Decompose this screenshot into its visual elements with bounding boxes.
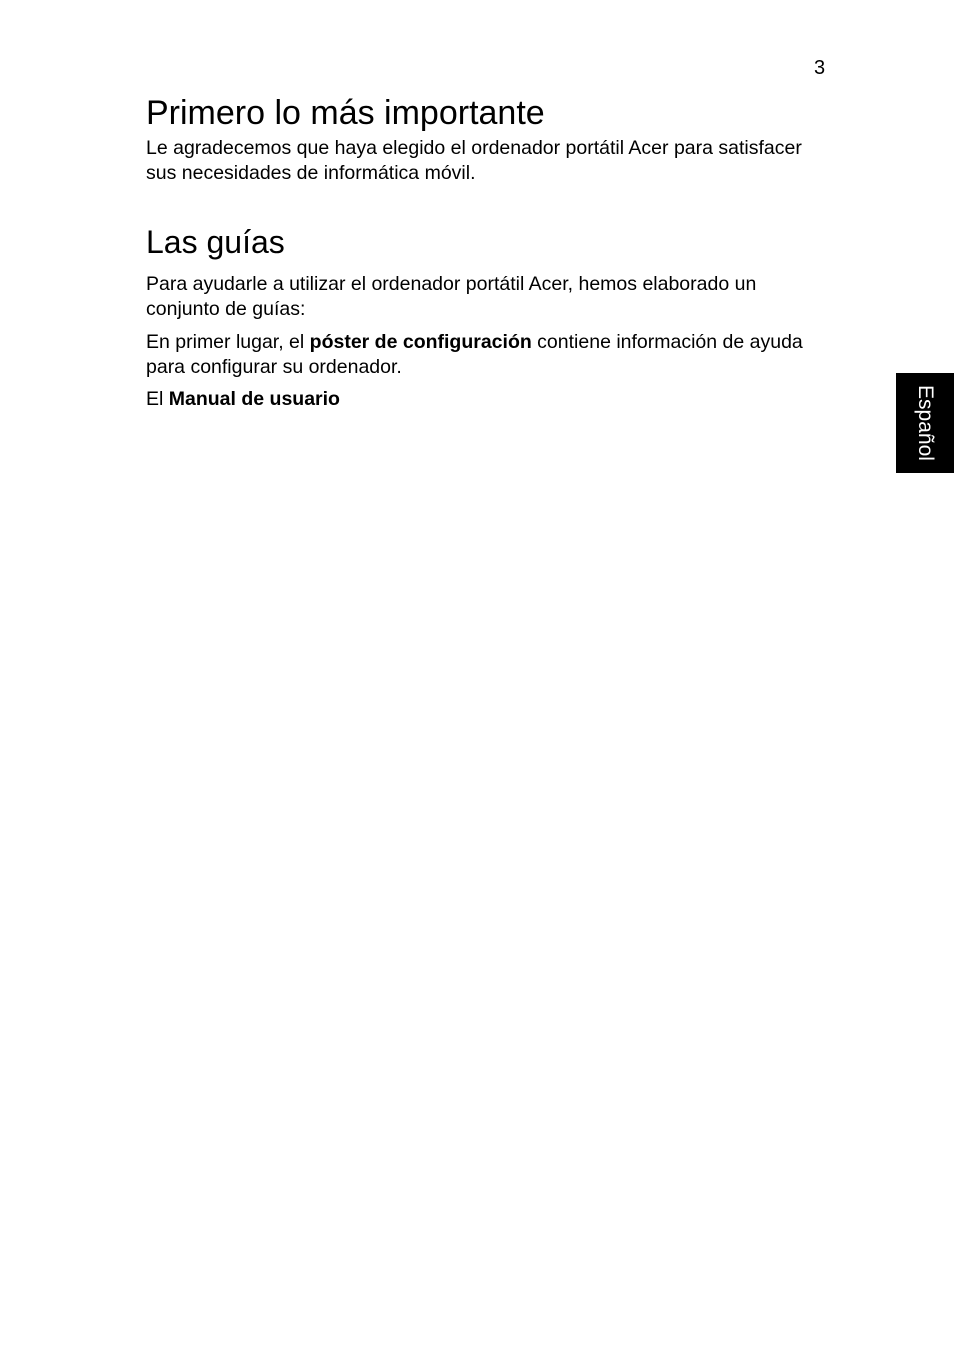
section-title-first-things: Primero lo más importante: [146, 94, 545, 132]
setup-poster-bold: póster de configuración: [309, 331, 532, 353]
user-manual-bold: Manual de usuario: [168, 388, 340, 410]
user-manual-prefix: El: [146, 388, 169, 410]
section-title-guides: Las guías: [146, 224, 285, 260]
setup-poster-prefix: En primer lugar, el: [146, 331, 310, 353]
page-number: 3: [814, 57, 826, 79]
setup-poster-paragraph: [146, 330, 811, 380]
setup-poster-suffix: contiene información de ayuda para configurar su ordenador.: [146, 331, 803, 378]
page-content: [146, 92, 811, 412]
intro-paragraph: Le agradecemos que haya elegido el ordenador portátil Acer para satisfacer sus necesidades de informática móvil.: [146, 137, 802, 184]
user-manual-paragraph: [146, 387, 811, 412]
guides-intro-paragraph: Para ayudarle a utilizar el ordenador portátil Acer, hemos elaborado un conjunto de guías:: [146, 273, 757, 320]
language-tab-label: Español: [914, 385, 937, 461]
language-tab: [896, 373, 954, 473]
